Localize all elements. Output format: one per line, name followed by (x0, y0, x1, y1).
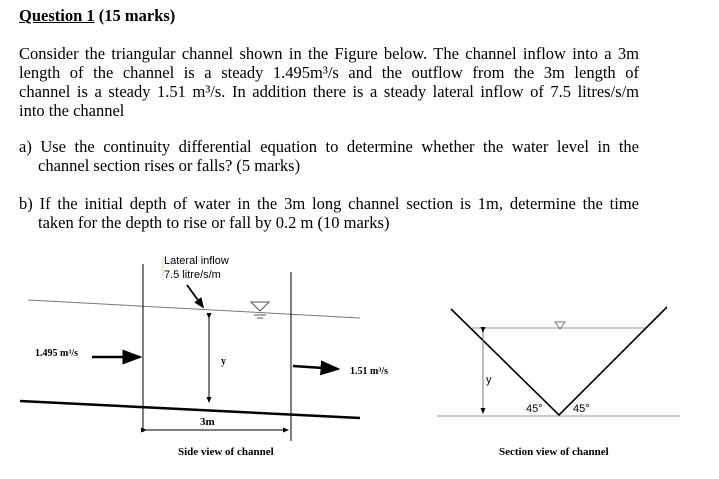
lateral-inflow-value: 7.5 litre/s/m (164, 269, 221, 281)
side-view (20, 255, 388, 458)
section-view-caption: Section view of channel (499, 446, 609, 458)
part-a-line: channel section rises or falls? (5 marks) (38, 156, 301, 175)
outflow-arrow (293, 366, 338, 369)
inflow-label: 1.495 m³/s (35, 348, 78, 359)
section-depth-label: y (486, 374, 492, 386)
depth-label: y (221, 356, 226, 367)
intro-line: channel is a steady 1.51 m³/s. In addition there is a steady lateral inflow of 7.5 litres/s/m (19, 82, 639, 101)
water-surface-line (28, 300, 360, 318)
intro-line: Consider the triangular channel shown in the Figure below. The channel inflow into a 3m (19, 44, 639, 63)
angle-right-label: 45° (573, 403, 590, 415)
section-view (437, 307, 680, 458)
water-level-icon (251, 302, 269, 311)
outflow-label: 1.51 m³/s (350, 366, 388, 377)
intro-line: length of the channel is a steady 1.495m³/s and the outflow from the 3m length of (19, 63, 639, 82)
part-b-line: b) If the initial depth of water in the 3m long channel section is 1m, determine the time (19, 194, 639, 213)
channel-bed-line (20, 401, 360, 418)
question-marks: (15 marks) (94, 6, 176, 25)
question-title: Question 1 (19, 6, 95, 25)
lateral-inflow-arrow (187, 285, 203, 307)
part-b-line: taken for the depth to rise or fall by 0.2 m (10 marks) (38, 213, 390, 232)
angle-left-label: 45° (526, 403, 543, 415)
length-label: 3m (200, 416, 215, 428)
lateral-inflow-label: Lateral inflow (164, 255, 229, 267)
intro-line: into the channel (19, 101, 125, 120)
side-view-caption: Side view of channel (178, 446, 274, 458)
part-a-line: a) Use the continuity differential equation to determine whether the water level in the (19, 137, 639, 156)
